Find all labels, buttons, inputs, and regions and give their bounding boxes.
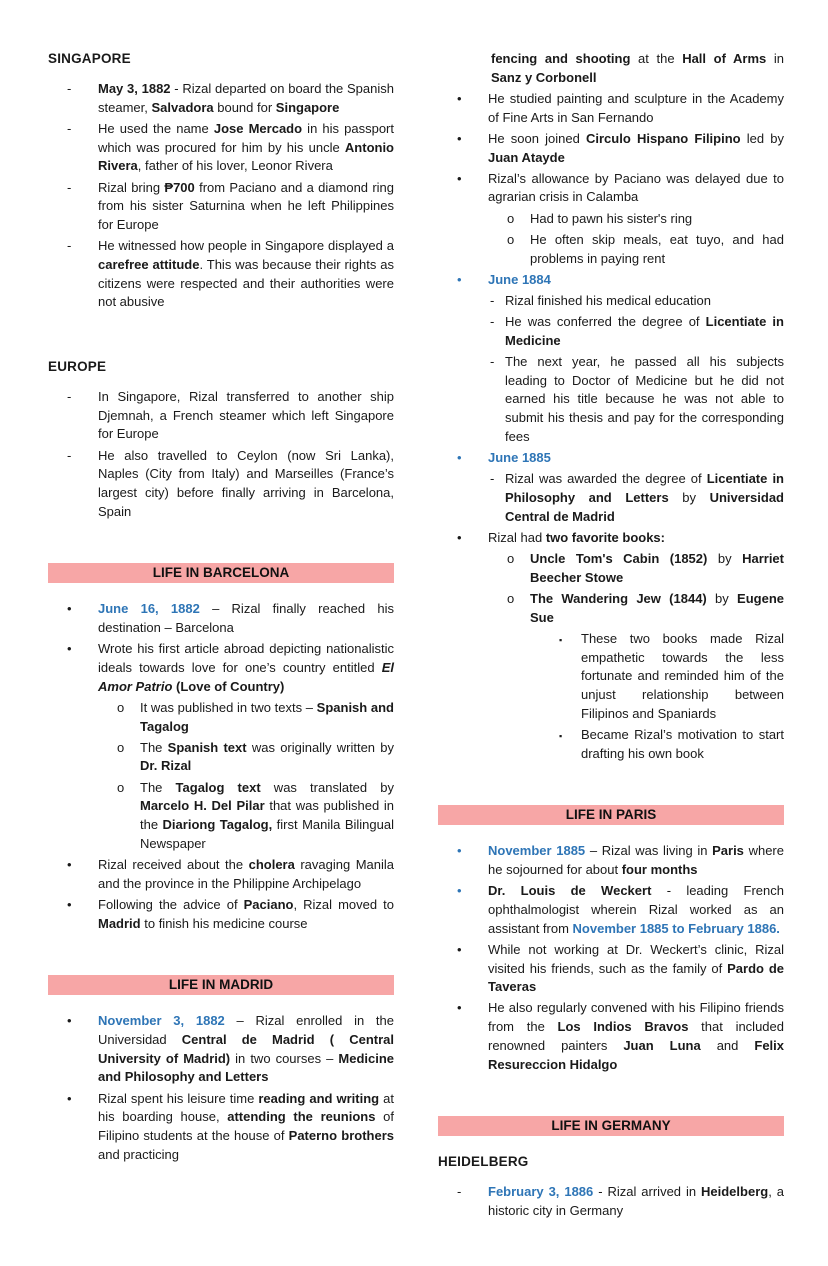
list-item — [438, 999, 784, 1074]
list-item — [48, 120, 394, 176]
list-item — [48, 447, 394, 522]
list-item — [438, 271, 784, 290]
list-item — [438, 470, 784, 526]
text-segment: ₱700 — [164, 179, 195, 195]
text-segment: Heidelberg — [701, 1184, 769, 1200]
text-segment: Became Rizal’s motivation to start drafting his own book — [581, 726, 784, 761]
section-bar: LIFE IN MADRID — [48, 975, 394, 995]
list — [48, 1012, 394, 1164]
text-segment: . This was because their rights as citizens were respected and their authorities were not abusive — [98, 256, 395, 310]
list-marker: ▪ — [559, 730, 563, 741]
item-text — [505, 354, 784, 444]
item-text — [488, 171, 784, 205]
list-item — [438, 726, 784, 763]
item-text — [488, 91, 784, 125]
list-marker: - — [490, 292, 495, 308]
list-marker: ▪ — [559, 634, 563, 645]
list — [438, 50, 784, 763]
list-marker: - — [67, 81, 72, 96]
item-text — [488, 131, 784, 165]
text-segment: and practicing — [98, 1146, 179, 1162]
text-segment: Hall of Arms — [682, 51, 767, 66]
section-heading: SINGAPORE — [48, 51, 131, 66]
list-marker: • — [457, 170, 462, 186]
list-marker: • — [67, 601, 72, 617]
list-marker: • — [457, 883, 462, 899]
text-segment: He also regularly convened with his Filipino friends from the — [488, 1000, 784, 1035]
text-segment: Rizal finished his medical education — [505, 292, 711, 308]
item-text — [530, 591, 784, 625]
item-text — [98, 180, 394, 232]
text-segment: Madrid — [98, 915, 141, 931]
item-text — [140, 700, 394, 734]
text-segment: - Rizal departed on board the Spanish steamer, — [98, 81, 394, 115]
text-segment: attending the reunions — [227, 1109, 376, 1125]
text-segment: first Manila Bilingual Newspaper — [140, 817, 394, 851]
text-segment: Eugene Sue — [530, 590, 784, 625]
section-heading: EUROPE — [48, 358, 107, 374]
text-segment: November 3, 1882 — [98, 1013, 225, 1029]
text-segment: He studied painting and sculpture in the Academy of Fine Arts in San Fernando — [488, 90, 784, 125]
list-item — [48, 179, 394, 235]
list-item — [438, 590, 784, 627]
list-item — [48, 388, 394, 444]
list-item — [48, 779, 394, 854]
text-segment: led by — [740, 130, 785, 146]
text-segment: Jose Mercado — [213, 120, 303, 136]
item-text — [488, 1184, 784, 1218]
item-text — [505, 293, 711, 308]
list-marker: • — [457, 529, 462, 545]
list-item — [438, 550, 784, 587]
text-segment: at the — [630, 51, 683, 66]
list-marker: • — [457, 843, 462, 859]
list-marker: • — [457, 90, 462, 106]
list-item — [48, 640, 394, 696]
page-column-left — [48, 50, 394, 1223]
item-text — [581, 727, 784, 761]
text-segment: from Paciano and a diamond ring from his sister Saturnina when he left Philippines for Europe — [98, 179, 394, 232]
list-marker: - — [67, 179, 72, 195]
text-segment: Sanz y Corbonell — [491, 69, 597, 85]
list-marker: o — [507, 551, 515, 567]
text-segment: The — [140, 779, 176, 795]
text-segment: to finish his medicine course — [140, 915, 308, 931]
list-marker: - — [67, 120, 72, 136]
text-segment: fencing and shooting — [491, 51, 631, 66]
list-marker: - — [457, 1184, 462, 1200]
item-text — [98, 641, 394, 693]
item-text — [98, 81, 394, 115]
item-text — [491, 51, 784, 85]
item-text — [98, 897, 394, 931]
text-segment: Marcelo H. Del Pilar — [140, 798, 265, 814]
text-segment: Rizal was awarded the degree of — [505, 471, 707, 487]
text-segment: Rizal’s allowance by Paciano was delayed due to agrarian crisis in Calamba — [488, 170, 784, 205]
text-segment: in his passport which was procured for him by his uncle — [98, 120, 394, 155]
list — [48, 388, 394, 521]
text-segment: Circulo Hispano Filipino — [586, 130, 741, 146]
text-segment: two favorite books: — [545, 529, 665, 545]
text-segment: Los Indios Bravos — [557, 1019, 689, 1035]
item-text — [488, 530, 665, 545]
list-marker: - — [490, 354, 495, 370]
list-marker: • — [67, 857, 72, 872]
item-text — [98, 448, 394, 519]
list-item — [48, 739, 394, 776]
text-segment: four months — [621, 862, 698, 878]
text-segment: While not working at Dr. Weckert’s clinic, Rizal visited his friends, such as the family of — [488, 941, 784, 976]
text-segment: Rizal bring — [98, 179, 165, 195]
text-segment: El Amor Patrio — [98, 659, 394, 694]
list-marker: - — [67, 388, 72, 404]
text-segment: Juan Atayde — [488, 149, 565, 165]
text-segment: by — [668, 489, 710, 505]
list-marker: • — [457, 450, 462, 466]
list-marker: • — [457, 941, 462, 957]
text-segment: by — [706, 590, 738, 606]
text-segment: – Rizal finally reached his destination – Barcelona — [98, 601, 394, 636]
text-segment: - Rizal arrived in — [593, 1184, 702, 1200]
list-item — [48, 237, 394, 312]
text-segment: June 1884 — [488, 271, 551, 287]
item-text — [488, 1000, 784, 1071]
list-item — [438, 130, 784, 167]
text-segment: was originally written by — [246, 739, 395, 755]
text-segment: Paciano — [243, 896, 294, 912]
text-segment: by — [707, 551, 743, 567]
list-item — [438, 941, 784, 997]
list-item — [48, 1090, 394, 1165]
section-heading: HEIDELBERG — [438, 1154, 529, 1170]
text-segment: He often skip meals, eat tuyo, and had problems in paying rent — [530, 231, 784, 266]
list-marker: • — [67, 641, 72, 657]
list-item — [438, 1183, 784, 1220]
text-segment: that included renowned painters — [488, 1019, 784, 1053]
list-marker: • — [67, 1013, 72, 1029]
item-text — [530, 232, 784, 266]
item-text — [98, 238, 394, 309]
text-segment: He also travelled to Ceylon (now Sri Lanka), Naples (City from Italy) and Marseilles (France’s largest city) before finally arriving in Barcelona, Spain — [98, 447, 394, 519]
list-marker: • — [67, 896, 72, 912]
text-segment: ravaging Manila and the province in the Philippine Archipelago — [98, 857, 394, 891]
item-text — [505, 471, 784, 523]
list-marker: - — [67, 238, 72, 254]
text-segment: carefree attitude — [98, 256, 200, 272]
text-segment: Rizal spent his leisure time — [98, 1090, 259, 1106]
list — [438, 1183, 784, 1220]
text-segment: Harriet Beecher Stowe — [530, 551, 784, 585]
text-segment: Licentiate in Medicine — [505, 314, 784, 348]
list-item — [48, 699, 394, 736]
text-segment: He was conferred the degree of — [505, 314, 706, 330]
text-segment: The — [140, 739, 168, 755]
text-segment: , Rizal moved to — [293, 896, 395, 912]
text-segment: Antonio Rivera — [98, 139, 394, 174]
text-segment: was translated by — [260, 779, 395, 795]
list-marker: o — [117, 699, 125, 715]
text-segment: and — [700, 1037, 755, 1053]
list-marker: • — [457, 271, 462, 287]
text-segment: These two books made Rizal empathetic towards the less fortunate and reminded him of the unjust relationship between Filipinos and Spaniards — [581, 630, 784, 721]
text-segment: June 16, 1882 — [98, 601, 200, 617]
text-segment: Medicine and Philosophy and Letters — [98, 1050, 395, 1085]
item-text — [98, 121, 394, 173]
list-marker: • — [457, 1000, 462, 1016]
list-marker: o — [507, 210, 515, 226]
list-item — [438, 90, 784, 127]
list-marker: o — [117, 739, 125, 755]
item-text — [530, 551, 784, 585]
list — [438, 842, 784, 1074]
item-text — [488, 272, 551, 287]
list-marker: o — [507, 231, 515, 247]
text-segment: Salvadora — [151, 99, 214, 115]
list-marker: • — [67, 1090, 72, 1106]
text-segment: Licentiate in Philosophy and Letters — [505, 471, 784, 505]
text-segment: He witnessed how people in Singapore displayed a — [98, 238, 394, 254]
list-item — [48, 896, 394, 933]
text-segment: , father of his lover, Leonor Rivera — [137, 158, 333, 174]
list-marker: • — [457, 130, 462, 146]
text-segment: In Singapore, Rizal transferred to another ship Djemnah, a French steamer which left Singapore for Europe — [98, 388, 394, 442]
list-item — [438, 210, 784, 229]
list-item — [48, 856, 394, 893]
list-item — [48, 80, 394, 117]
list-marker: - — [490, 314, 495, 330]
text-segment: Universidad Central de Madrid — [505, 489, 784, 524]
item-text — [488, 942, 784, 994]
text-segment: June 1885 — [488, 450, 551, 466]
list-item — [438, 353, 784, 447]
text-segment: , a historic city in Germany — [488, 1184, 784, 1218]
text-segment: November 1885 — [488, 843, 586, 859]
text-segment: Following the advice of — [98, 896, 244, 912]
list-item — [438, 292, 784, 311]
text-segment: Singapore — [275, 99, 340, 115]
list-item — [48, 600, 394, 637]
text-segment: – Rizal enrolled in the Universidad — [98, 1013, 394, 1048]
list — [48, 80, 394, 312]
text-segment: - leading French ophthalmologist wherein Rizal worked as an assistant from — [488, 883, 784, 936]
text-segment: Wrote his first article abroad depicting nationalistic ideals towards love for one’s country entitled — [98, 641, 394, 675]
item-text — [98, 1013, 394, 1084]
item-text — [98, 857, 394, 891]
item-text — [488, 883, 784, 935]
list-item — [438, 529, 784, 548]
text-segment: Paterno brothers — [288, 1128, 394, 1144]
item-text — [98, 1091, 394, 1162]
item-text — [98, 601, 394, 635]
list-item — [438, 231, 784, 268]
text-segment: Spanish and Tagalog — [140, 699, 394, 734]
text-segment: Dr. Rizal — [140, 758, 192, 774]
text-segment: Uncle Tom's Cabin (1852) — [530, 551, 708, 567]
text-segment: that was published in the — [140, 798, 394, 833]
item-text — [505, 314, 784, 348]
text-segment: Juan Luna — [623, 1037, 701, 1053]
list-item — [48, 1012, 394, 1087]
text-segment: Had to pawn his sister's ring — [530, 210, 693, 226]
text-segment: Paris — [712, 843, 744, 859]
text-segment: February 3, 1886 — [488, 1184, 594, 1200]
list-item — [438, 313, 784, 350]
item-text — [140, 740, 394, 774]
text-segment: where he sojourned for about — [488, 843, 784, 878]
text-segment: at his boarding house, — [98, 1090, 394, 1125]
text-segment: Rizal had — [488, 529, 546, 545]
text-segment: of Filipino students at the house of — [98, 1109, 394, 1144]
item-text — [488, 450, 551, 465]
text-segment: Felix Resureccion Hidalgo — [488, 1037, 785, 1072]
text-segment: cholera — [248, 857, 295, 872]
text-segment: He used the name — [98, 120, 214, 136]
list-marker: o — [117, 779, 125, 795]
text-segment: bound for — [213, 99, 276, 115]
item-text — [140, 780, 394, 851]
list-item — [438, 630, 784, 724]
text-segment: November 1885 to February 1886. — [572, 920, 780, 936]
list-marker: o — [507, 590, 515, 606]
text-segment: Dr. Louis de Weckert — [488, 883, 652, 899]
text-segment: Central de Madrid ( Central University of Madrid) — [98, 1032, 394, 1066]
item-text — [581, 631, 784, 721]
text-segment: Pardo de Taveras — [488, 960, 785, 995]
text-segment: – Rizal was living in — [585, 843, 713, 859]
list-item — [438, 882, 784, 938]
list-marker: - — [490, 471, 495, 487]
text-segment: reading and writing — [258, 1090, 380, 1106]
item-text — [488, 843, 784, 877]
text-segment: The Wandering Jew (1844) — [530, 590, 707, 606]
text-segment: (Love of Country) — [172, 678, 285, 694]
text-segment: in — [766, 51, 785, 66]
list-item — [438, 842, 784, 879]
page-column-right — [438, 50, 784, 1223]
list-item — [438, 449, 784, 468]
section-bar: LIFE IN GERMANY — [438, 1116, 784, 1136]
list-item — [438, 170, 784, 207]
list-marker: - — [67, 447, 72, 463]
section-bar: LIFE IN BARCELONA — [48, 563, 394, 583]
text-segment: The next year, he passed all his subjects leading to Doctor of Medicine but he did not earned his title because he was not able to submit his thesis and pay for the corresponding fees — [505, 354, 784, 444]
item-text — [530, 211, 692, 226]
list-item — [438, 50, 784, 87]
text-segment: May 3, 1882 — [98, 81, 171, 96]
item-text — [98, 389, 394, 441]
text-segment: Spanish text — [167, 739, 247, 755]
text-segment: in two courses – — [230, 1050, 339, 1066]
text-segment: Rizal received about the — [98, 857, 249, 872]
text-segment: Diariong Tagalog, — [162, 817, 273, 833]
text-segment: Tagalog text — [175, 779, 261, 795]
text-segment: It was published in two texts – — [140, 699, 317, 715]
section-bar: LIFE IN PARIS — [438, 805, 784, 825]
list — [48, 600, 394, 933]
text-segment: He soon joined — [488, 130, 586, 146]
